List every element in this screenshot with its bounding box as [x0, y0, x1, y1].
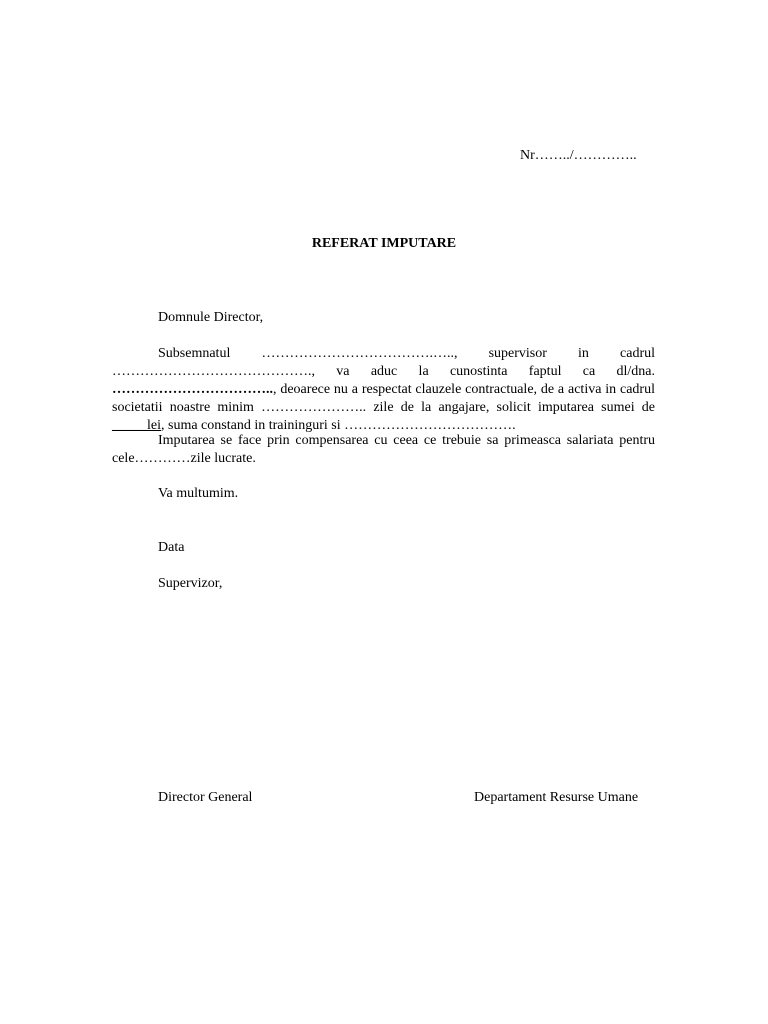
date-label: Data: [158, 540, 185, 555]
employee-name-placeholder: ……………………………..: [112, 382, 273, 397]
document-number: Nr……../…………..: [520, 148, 637, 163]
closing-thanks: Va multumim.: [158, 486, 239, 501]
paragraph-1-text-a: Subsemnatul ……………………………….….., supervisor in cadrul ……………………………………., va aduc la cunostinta faptul ca dl/dna.: [112, 346, 655, 379]
paragraph-1-text-b: , deoarece nu a respectat clauzele contractuale, de a activa in cadrul societatii noastre minim ………………….. zile de la angajare, solicit imputarea sumei de: [112, 382, 655, 415]
director-signature-label: Director General: [158, 790, 253, 805]
body-paragraph-2: [112, 432, 655, 468]
amount-placeholder: _____lei: [112, 418, 161, 433]
supervisor-label: Supervizor,: [158, 576, 223, 591]
document-title: REFERAT IMPUTARE: [311, 236, 457, 251]
paragraph-2-text: Imputarea se face prin compensarea cu ceea ce trebuie sa primeasca salariata pentru cele…………zile lucrate.: [112, 433, 655, 466]
body-paragraph-1: [112, 345, 655, 435]
salutation: Domnule Director,: [158, 310, 264, 325]
paragraph-1-text-c: , suma constand in traininguri si ……………………………….: [161, 418, 516, 433]
hr-department-signature-label: Departament Resurse Umane: [474, 790, 639, 805]
